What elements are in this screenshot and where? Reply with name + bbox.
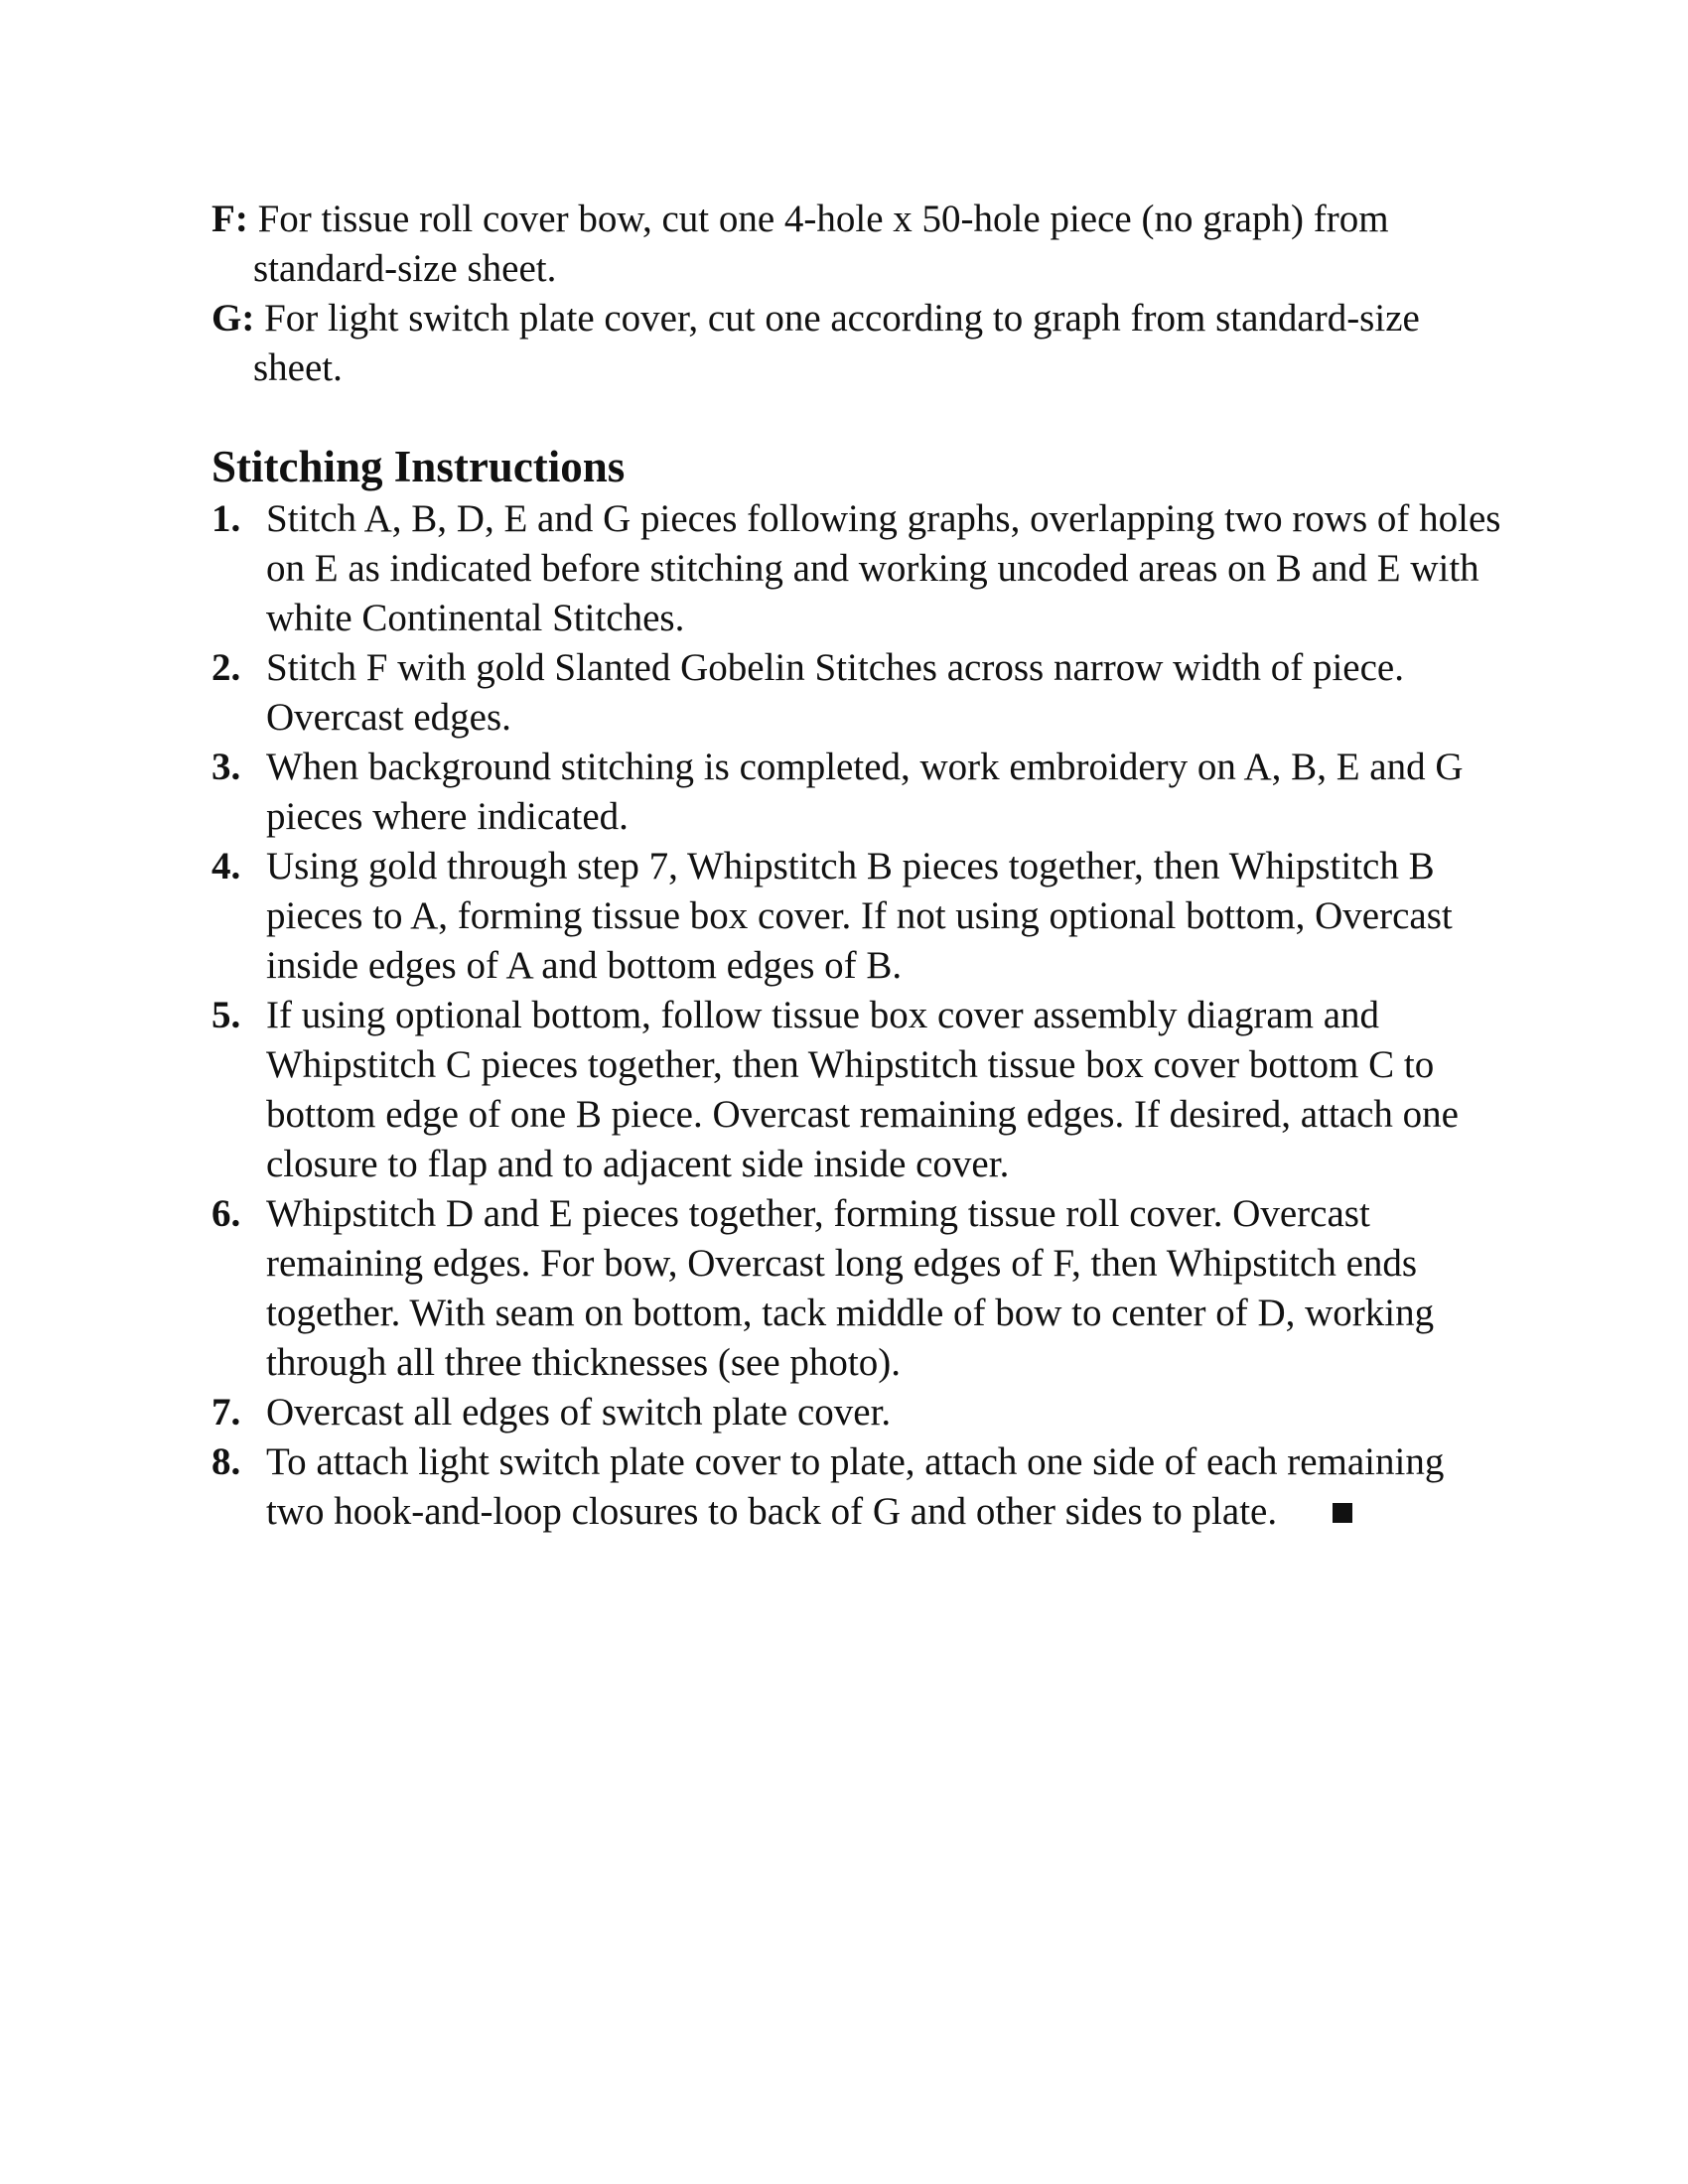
step-number: 4. [211,845,241,887]
step-number: 6. [211,1192,241,1235]
step-5 [211,991,1502,1189]
document-page [211,195,1502,1537]
step-6 [211,1189,1502,1388]
step-text: Using gold through step 7, Whipstitch B pieces together, then Whipstitch B pieces to A, forming tissue box cover. If not using optional bottom, Overcast inside edges of A and bottom edges of B. [266,845,1453,987]
cutting-item-text: For light switch plate cover, cut one according to graph from standard-size sheet. [253,297,1420,389]
step-4 [211,842,1502,991]
step-text: If using optional bottom, follow tissue box cover assembly diagram and Whipstitch C pieces together, then Whipstitch tissue box cover bottom C to bottom edge of one B piece. Overcast remaining edges. If desired, attach one closure to flap and to adjacent side inside cover. [266,994,1459,1185]
step-number: 5. [211,994,241,1036]
step-8 [211,1437,1502,1537]
step-number: 2. [211,646,241,689]
step-text: Whipstitch D and E pieces together, forming tissue roll cover. Overcast remaining edges. For bow, Overcast long edges of F, then Whipstitch ends together. With seam on bottom, tack middle of bow to center of D, working through all three thicknesses (see photo). [266,1192,1435,1384]
step-text: Overcast all edges of switch plate cover. [266,1391,892,1433]
step-3 [211,743,1502,842]
section-heading: Stitching Instructions [211,442,626,491]
cutting-item-key: G: [211,297,255,340]
cutting-list [211,195,1502,393]
cutting-item-key: F: [211,198,248,240]
step-1 [211,494,1502,643]
step-2 [211,643,1502,743]
black-square-icon [1333,1503,1352,1523]
step-number: 1. [211,497,241,540]
cutting-item-text: For tissue roll cover bow, cut one 4-hole x 50-hole piece (no graph) from standard-size sheet. [253,198,1389,290]
step-text: When background stitching is completed, work embroidery on A, B, E and G pieces where indicated. [266,746,1464,838]
step-number: 8. [211,1440,241,1483]
cutting-item-f [211,195,1502,294]
stitching-steps [211,494,1502,1537]
step-number: 3. [211,746,241,788]
step-text: Stitch F with gold Slanted Gobelin Stitches across narrow width of piece. Overcast edges. [266,646,1404,739]
cutting-item-g [211,294,1502,393]
step-number: 7. [211,1391,241,1433]
step-text: Stitch A, B, D, E and G pieces following graphs, overlapping two rows of holes on E as indicated before stitching and working uncoded areas on B and E with white Continental Stitches. [266,497,1501,639]
step-7 [211,1388,1502,1437]
step-text: To attach light switch plate cover to plate, attach one side of each remaining two hook-and-loop closures to back of G and other sides to plate. [266,1440,1445,1533]
